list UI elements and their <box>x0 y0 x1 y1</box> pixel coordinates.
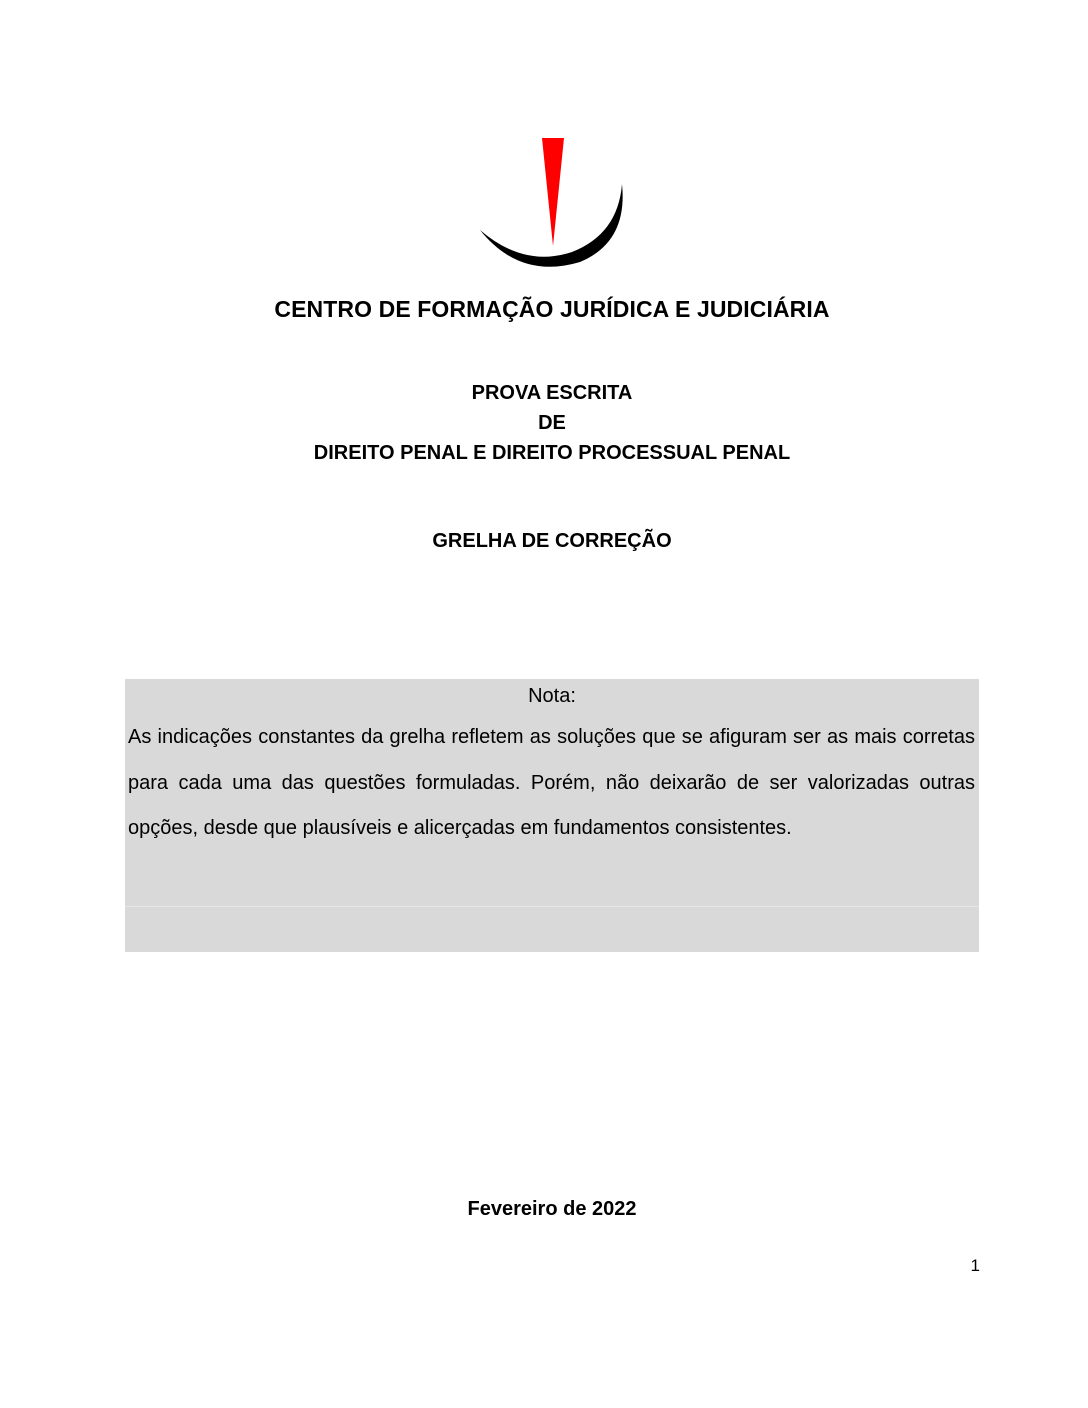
exam-title-line-2: DE <box>538 412 566 434</box>
exam-title-line-3: DIREITO PENAL E DIREITO PROCESSUAL PENAL <box>313 442 791 464</box>
exam-title-line-1: PROVA ESCRITA <box>471 382 633 404</box>
note-text: As indicações constantes da grelha refletem as soluções que se afiguram ser as mais corretas para cada uma das questões formuladas. Porém, não deixarão de ser valorizadas outras opções, desde que plausíveis e alicerçadas em fundamentos consistentes. <box>128 726 975 839</box>
note-content-cell <box>125 679 979 907</box>
cfjj-logo-icon <box>472 134 632 274</box>
document-date: Fevereiro de 2022 <box>467 1198 637 1220</box>
exam-title-block <box>0 378 1088 468</box>
note-box <box>125 679 979 952</box>
grid-title: GRELHA DE CORREÇÃO <box>432 530 672 552</box>
page-number: 1 <box>970 1256 980 1275</box>
organization-title: CENTRO DE FORMAÇÃO JURÍDICA E JUDICIÁRIA <box>274 296 830 322</box>
note-label: Nota: <box>528 685 576 707</box>
